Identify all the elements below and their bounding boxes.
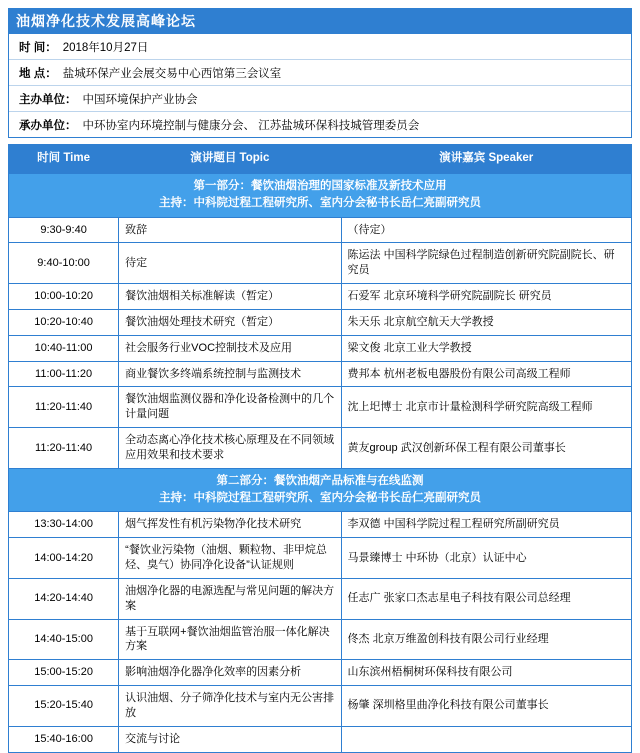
row-time: 15:20-15:40 [9, 686, 119, 727]
table-row [9, 660, 632, 686]
row-time: 14:20-14:40 [9, 578, 119, 619]
info-label-co-organizer: 承办单位： [19, 120, 77, 132]
row-topic: 餐饮油烟处理技术研究（暂定） [119, 309, 341, 335]
row-time: 11:00-11:20 [9, 361, 119, 387]
column-header-speaker: 演讲嘉宾 Speaker [341, 145, 631, 174]
agenda-table-body [9, 174, 632, 753]
row-speaker: 黄友group 武汉创新环保工程有限公司董事长 [341, 428, 631, 469]
row-speaker: 石爱军 北京环境科学研究院副院长 研究员 [341, 284, 631, 310]
row-speaker: （待定） [341, 217, 631, 243]
section-header-part1 [9, 174, 632, 218]
info-label-location: 地 点： [19, 68, 57, 80]
row-speaker: 沈上圯博士 北京市计量检测科学研究院高级工程师 [341, 387, 631, 428]
row-topic: 待定 [119, 243, 341, 284]
info-value-location: 盐城环保产业会展交易中心西馆第三会议室 [62, 68, 282, 80]
table-row [9, 428, 632, 469]
row-topic: 油烟净化器的电源选配与常见问题的解决方案 [119, 578, 341, 619]
info-value-organizer: 中国环境保护产业协会 [82, 94, 198, 106]
row-topic: 影响油烟净化器净化效率的因素分析 [119, 660, 341, 686]
row-speaker: 杨肇 深圳格里曲净化科技有限公司董事长 [341, 686, 631, 727]
row-topic: 社会服务行业VOC控制技术及应用 [119, 335, 341, 361]
row-time: 13:30-14:00 [9, 512, 119, 538]
table-row [9, 387, 632, 428]
row-speaker: 陈运法 中国科学院绿色过程制造创新研究院副院长、研究员 [341, 243, 631, 284]
row-time: 15:40-16:00 [9, 726, 119, 752]
row-topic: 餐饮油烟监测仪器和净化设备检测中的几个计量问题 [119, 387, 341, 428]
table-row [9, 335, 632, 361]
column-header-time: 时间 Time [9, 145, 119, 174]
table-row [9, 361, 632, 387]
row-topic: 基于互联网+餐饮油烟监管治服一体化解决方案 [119, 619, 341, 660]
section-title-part2: 第二部分：餐饮油烟产品标准与在线监测 [216, 474, 424, 487]
table-row [9, 217, 632, 243]
row-time: 11:20-11:40 [9, 428, 119, 469]
row-topic: 致辞 [119, 217, 341, 243]
info-row-co-organizer [9, 112, 631, 137]
row-speaker: 朱天乐 北京航空航天大学教授 [341, 309, 631, 335]
table-row [9, 578, 632, 619]
info-row-organizer [9, 86, 631, 112]
event-info-block [8, 34, 632, 138]
table-row [9, 538, 632, 579]
row-time: 9:30-9:40 [9, 217, 119, 243]
table-row [9, 512, 632, 538]
row-time: 11:20-11:40 [9, 387, 119, 428]
table-header-row [9, 145, 632, 174]
row-speaker: 马景臻博士 中环协（北京）认证中心 [341, 538, 631, 579]
row-time: 10:20-10:40 [9, 309, 119, 335]
row-topic: 全动态离心净化技术核心原理及在不同领域应用效果和技术要求 [119, 428, 341, 469]
table-row [9, 309, 632, 335]
info-value-co-organizer: 中环协室内环境控制与健康分会、 江苏盐城环保科技城管理委员会 [82, 120, 420, 132]
row-topic: “餐饮业污染物（油烟、颗粒物、非甲烷总烃、臭气）协同净化设备”认证规则 [119, 538, 341, 579]
info-label-organizer: 主办单位： [19, 94, 77, 106]
row-time: 14:00-14:20 [9, 538, 119, 579]
row-topic: 商业餐饮多终端系统控制与监测技术 [119, 361, 341, 387]
row-speaker: 佟杰 北京万维盈创科技有限公司行业经理 [341, 619, 631, 660]
info-row-location [9, 60, 631, 86]
row-speaker: 山东滨州梧桐树环保科技有限公司 [341, 660, 631, 686]
row-speaker: 费邦本 杭州老板电器股份有限公司高级工程师 [341, 361, 631, 387]
column-header-topic: 演讲题目 Topic [119, 145, 341, 174]
info-row-time [9, 34, 631, 60]
table-row [9, 619, 632, 660]
row-time: 9:40-10:00 [9, 243, 119, 284]
agenda-table [8, 144, 632, 753]
section-host-part2: 主持：中科院过程工程研究所、室内分会秘书长岳仁亮副研究员 [159, 492, 481, 505]
row-time: 10:40-11:00 [9, 335, 119, 361]
table-row [9, 686, 632, 727]
row-time: 15:00-15:20 [9, 660, 119, 686]
row-speaker: 梁文俊 北京工业大学教授 [341, 335, 631, 361]
row-topic: 烟气挥发性有机污染物净化技术研究 [119, 512, 341, 538]
info-label-time: 时 间： [19, 42, 57, 54]
section-header-part2 [9, 468, 632, 512]
row-topic: 餐饮油烟相关标准解读（暂定） [119, 284, 341, 310]
page-title: 油烟净化技术发展高峰论坛 [8, 8, 632, 34]
table-row [9, 726, 632, 752]
table-row [9, 243, 632, 284]
info-value-time: 2018年10月27日 [62, 42, 149, 54]
table-row [9, 284, 632, 310]
row-time: 14:40-15:00 [9, 619, 119, 660]
row-speaker: 李双德 中国科学院过程工程研究所副研究员 [341, 512, 631, 538]
row-topic: 交流与讨论 [119, 726, 341, 752]
section-title-part1: 第一部分：餐饮油烟治理的国家标准及新技术应用 [193, 180, 447, 192]
row-speaker [341, 726, 631, 752]
row-time: 10:00-10:20 [9, 284, 119, 310]
row-topic: 认识油烟、分子筛净化技术与室内无公害排放 [119, 686, 341, 727]
row-speaker: 任志广 张家口杰志星电子科技有限公司总经理 [341, 578, 631, 619]
section-host-part1: 主持：中科院过程工程研究所、室内分会秘书长岳仁亮副研究员 [159, 197, 481, 210]
